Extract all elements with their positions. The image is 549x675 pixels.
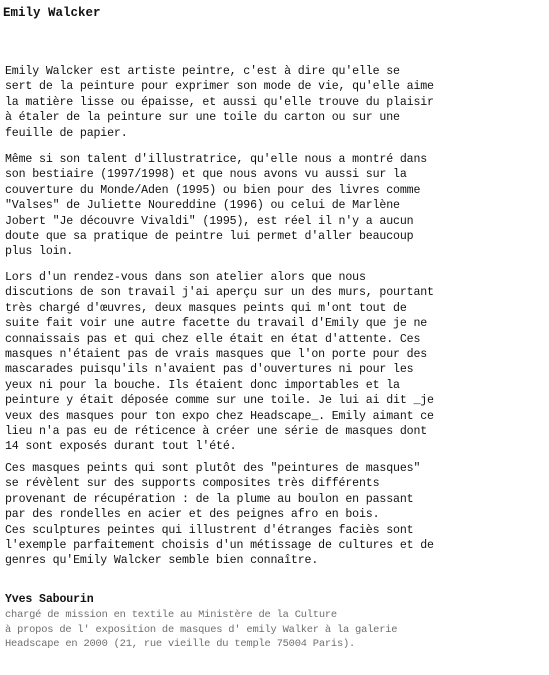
text-line: Ces masques peints qui sont plutôt des "peintures de masques" <box>5 462 421 475</box>
text-line: l'exemple parfaitement choisis d'un métissage de cultures et de <box>5 539 434 553</box>
author-name: Yves Sabourin <box>5 593 94 606</box>
text-line: couverture du Monde/Aden (1995) ou bien pour des livres comme <box>5 183 421 197</box>
text-line: veux des masques pour ton expo chez Headscape_. Emily aimant ce <box>5 409 434 423</box>
text-line: provenant de récupération : de la plume au boulon en passant <box>5 492 414 506</box>
text-line: 14 sont exposés durant tout l'été. <box>5 440 237 454</box>
text-line: peinture y était déposée comme sur une toile. Je lui ai dit _je <box>5 394 434 408</box>
text-line: genres qu'Emily Walcker semble bien connaître. <box>5 554 319 568</box>
author-credit <box>5 608 545 652</box>
text-line: suite fait voir une autre facette du travail d'Emily que je ne <box>5 317 428 331</box>
text-line: Jobert "Je découvre Vivaldi" (1995), est réel il n'y a aucun <box>5 214 414 228</box>
text-line: feuille de papier. <box>5 126 128 140</box>
text-line: plus loin. <box>5 245 74 259</box>
text-line: Ces sculptures peintes qui illustrent d'étranges faciès sont <box>5 523 414 537</box>
text-line: se révèlent sur des supports composites très différents <box>5 477 380 491</box>
text-line: "Valses" de Juliette Noureddine (1996) ou celui de Marlène <box>5 199 400 213</box>
text-line: très chargé d'œuvres, deux masques peints qui m'ont tout de <box>5 301 407 315</box>
text-line: Emily Walcker est artiste peintre, c'est à dire qu'elle se <box>5 65 400 78</box>
text-line: son bestiaire (1997/1998) et que nous avons vu aussi sur la <box>5 168 407 182</box>
paragraph-3 <box>5 270 545 455</box>
text-line: la matière lisse ou épaisse, et aussi qu'elle trouve du plaisir <box>5 95 434 109</box>
document-title: Emily Walcker <box>3 6 101 20</box>
text-line: yeux ni pour la bouche. Ils étaient donc importables et la <box>5 378 400 392</box>
paragraph-2 <box>5 152 545 260</box>
text-line: connaissais pas et qui chez elle était en état d'attente. Ces <box>5 332 421 346</box>
text-line: masques n'étaient pas de vrais masques que l'on porte pour des <box>5 348 428 362</box>
text-line: par des rondelles en acier et des peignes afro en bois. <box>5 508 380 522</box>
text-line: lieu n'a pas eu de réticence à créer une série de masques dont <box>5 425 428 439</box>
credit-line: Headscape en 2000 (21, rue vieille du temple 75004 Paris). <box>5 638 356 651</box>
text-line: Même si son talent d'illustratrice, qu'elle nous a montré dans <box>5 153 428 166</box>
text-line: doute que sa pratique de peintre lui permet d'aller beaucoup <box>5 230 414 244</box>
text-line: sert de la peinture pour exprimer son mode de vie, qu'elle aime <box>5 80 434 94</box>
text-line: mascarades puisqu'ils n'avaient pas d'ouvertures ni pour les <box>5 363 414 377</box>
paragraph-1 <box>5 64 545 141</box>
paragraph-4 <box>5 461 545 569</box>
text-line: Lors d'un rendez-vous dans son atelier alors que nous <box>5 271 366 284</box>
credit-line: à propos de l' exposition de masques d' emily Walker à la galerie <box>5 623 398 636</box>
text-line: à étaler de la peinture sur une toile du carton ou sur une <box>5 111 400 125</box>
credit-line: chargé de mission en textile au Ministère de la Culture <box>5 609 337 621</box>
text-line: discutions de son travail j'ai aperçu sur un des murs, pourtant <box>5 286 434 300</box>
